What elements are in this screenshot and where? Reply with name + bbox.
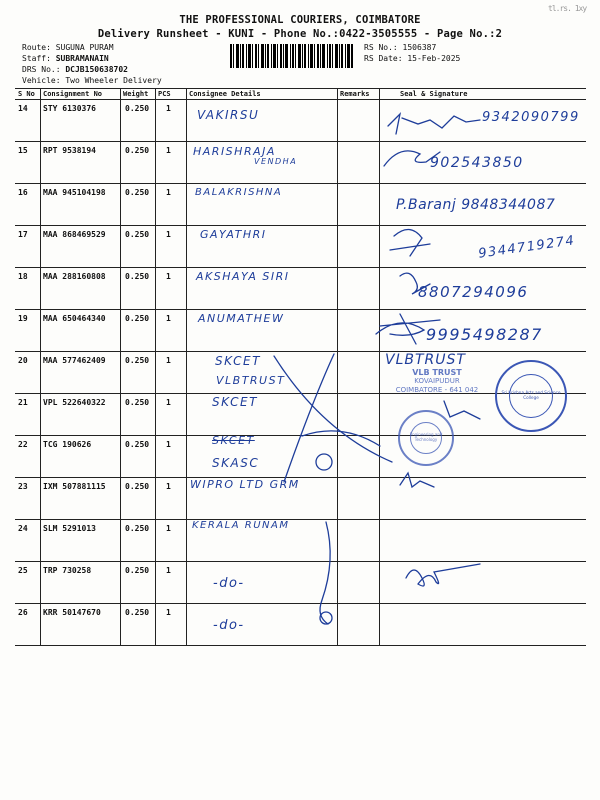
document-title: THE PROFESSIONAL COURIERS, COIMBATORE [179,14,421,26]
drs-value: DCJB150638702 [65,65,128,74]
hand-consignee-22b: SKASC [212,456,260,470]
cell-sno: 19 [18,314,28,323]
hand-consignee-14: VAKIRSU [197,108,260,122]
hand-phone-14: 9342090799 [482,110,580,125]
hand-consignee-15b: VENDHA [254,157,298,166]
cell-sno: 20 [18,356,28,365]
hand-consignee-17: GAYATHRI [200,228,267,241]
hand-consignee-23: WIPRO LTD GRM [190,478,300,491]
cell-consignment: STY 6130376 [43,104,96,113]
cell-pcs: 1 [166,566,171,575]
college-seal-stamp: Sri Krishna Arts and Science College [495,360,567,432]
cell-weight: 0.250 [125,566,150,575]
cell-pcs: 1 [166,482,171,491]
document-subtitle: Delivery Runsheet - KUNI - Phone No.:0422-3505555 - Page No.:2 [97,28,503,40]
hand-consignee-19: ANUMATHEW [198,312,285,325]
cell-sno: 18 [18,272,28,281]
hand-consignee-26: -do- [213,618,245,633]
cell-weight: 0.250 [125,398,150,407]
col-consignment-header: Consignment No [43,90,103,98]
hand-phone-18: 8807294096 [418,283,529,301]
cell-consignment: VPL 522640322 [43,398,106,407]
vehicle-line: Vehicle: Two Wheeler Delivery [22,76,162,85]
cell-pcs: 1 [166,314,171,323]
cell-weight: 0.250 [125,608,150,617]
col-consignee-header: Consignee Details [189,90,261,98]
cell-consignment: MAA 288160808 [43,272,106,281]
cell-sno: 16 [18,188,28,197]
rs-details [364,42,460,64]
hand-phone-19: 9995498287 [426,325,543,344]
cell-consignment: MAA 868469529 [43,230,106,239]
pen-stroke-icon [310,520,340,630]
col-remarks-header: Remarks [340,90,370,98]
cell-sno: 14 [18,104,28,113]
hand-consignee-25: -do- [213,576,245,591]
cell-weight: 0.250 [125,524,150,533]
hand-phone-17: 9344719274 [477,233,577,262]
hand-consignee-24: KERALA RUNAM [192,520,290,531]
rs-no-value: 1506387 [402,43,437,52]
cell-consignment: RPT 9538194 [43,146,96,155]
cell-sno: 23 [18,482,28,491]
rs-date-line: RS Date: 15-Feb-2025 [364,54,461,63]
table-rule [15,88,586,89]
cell-pcs: 1 [166,230,171,239]
cell-consignment: MAA 650464340 [43,314,106,323]
table-row [15,561,586,603]
cell-pcs: 1 [166,440,171,449]
cell-consignment: SLM 5291013 [43,524,96,533]
cell-consignment: MAA 577462409 [43,356,106,365]
cell-pcs: 1 [166,356,171,365]
cell-pcs: 1 [166,272,171,281]
hand-phone-16: P.Baranj 9848344087 [396,197,556,213]
hand-phone-15: 902543850 [430,155,524,171]
top-corner-mark: tl.rs. 1xy [548,4,587,13]
cell-consignment: TRP 730258 [43,566,92,575]
rs-no-line: RS No.: 1506387 [364,43,437,52]
hand-sign-20: VLBTRUST [385,352,466,368]
institution-seal-stamp: Engineering and Technology [398,410,454,466]
cell-sno: 24 [18,524,28,533]
cell-weight: 0.250 [125,188,150,197]
hand-consignee-16: BALAKRISHNA [195,187,283,198]
cell-weight: 0.250 [125,104,150,113]
route-value: SUGUNA PURAM [55,43,114,52]
hand-consignee-18: AKSHAYA SIRI [196,270,290,283]
cell-pcs: 1 [166,398,171,407]
cell-weight: 0.250 [125,314,150,323]
cell-sno: 15 [18,146,28,155]
cell-weight: 0.250 [125,272,150,281]
col-signature-header: Seal & Signature [400,90,468,98]
cell-consignment: MAA 945104198 [43,188,106,197]
cell-sno: 21 [18,398,28,407]
cell-sno: 17 [18,230,28,239]
staff-value: SUBRAMANAIN [55,54,109,63]
cell-sno: 22 [18,440,28,449]
hand-consignee-20b: VLBTRUST [216,374,286,387]
cell-pcs: 1 [166,524,171,533]
cell-pcs: 1 [166,146,171,155]
drs-line: DRS No.: DCJB150638702 [22,65,128,74]
signature-25-icon [400,558,500,598]
vehicle-value: Two Wheeler Delivery [65,76,162,85]
hand-consignee-22: SKCET [212,434,255,447]
header-details [22,42,162,86]
cell-sno: 26 [18,608,28,617]
cell-weight: 0.250 [125,146,150,155]
cell-weight: 0.250 [125,356,150,365]
table-row [15,519,586,561]
cell-consignment: TCG 190626 [43,440,92,449]
cell-sno: 25 [18,566,28,575]
col-sno-header: S No [18,90,35,98]
hand-consignee-15: HARISHRAJA [193,145,276,158]
cell-consignment: IXM 507881115 [43,482,106,491]
hand-consignee-20: SKCET [215,354,261,368]
signature-scribbles-icon [370,104,490,374]
table-rule [15,645,586,646]
cell-weight: 0.250 [125,482,150,491]
rs-date-value: 15-Feb-2025 [407,54,461,63]
col-pcs-header: PCS [158,90,171,98]
barcode-image [230,44,354,68]
vlb-trust-stamp: VLB TRUST KOVAIPUDUR COIMBATORE - 641 042 [395,368,479,394]
staff-line: Staff: SUBRAMANAIN [22,54,109,63]
cell-pcs: 1 [166,188,171,197]
route-line: Route: SUGUNA PURAM [22,43,114,52]
cell-pcs: 1 [166,608,171,617]
col-weight-header: Weight [123,90,149,98]
cell-consignment: KRR 50147670 [43,608,101,617]
hand-consignee-21: SKCET [212,395,258,409]
cell-weight: 0.250 [125,230,150,239]
cell-pcs: 1 [166,104,171,113]
cell-weight: 0.250 [125,440,150,449]
